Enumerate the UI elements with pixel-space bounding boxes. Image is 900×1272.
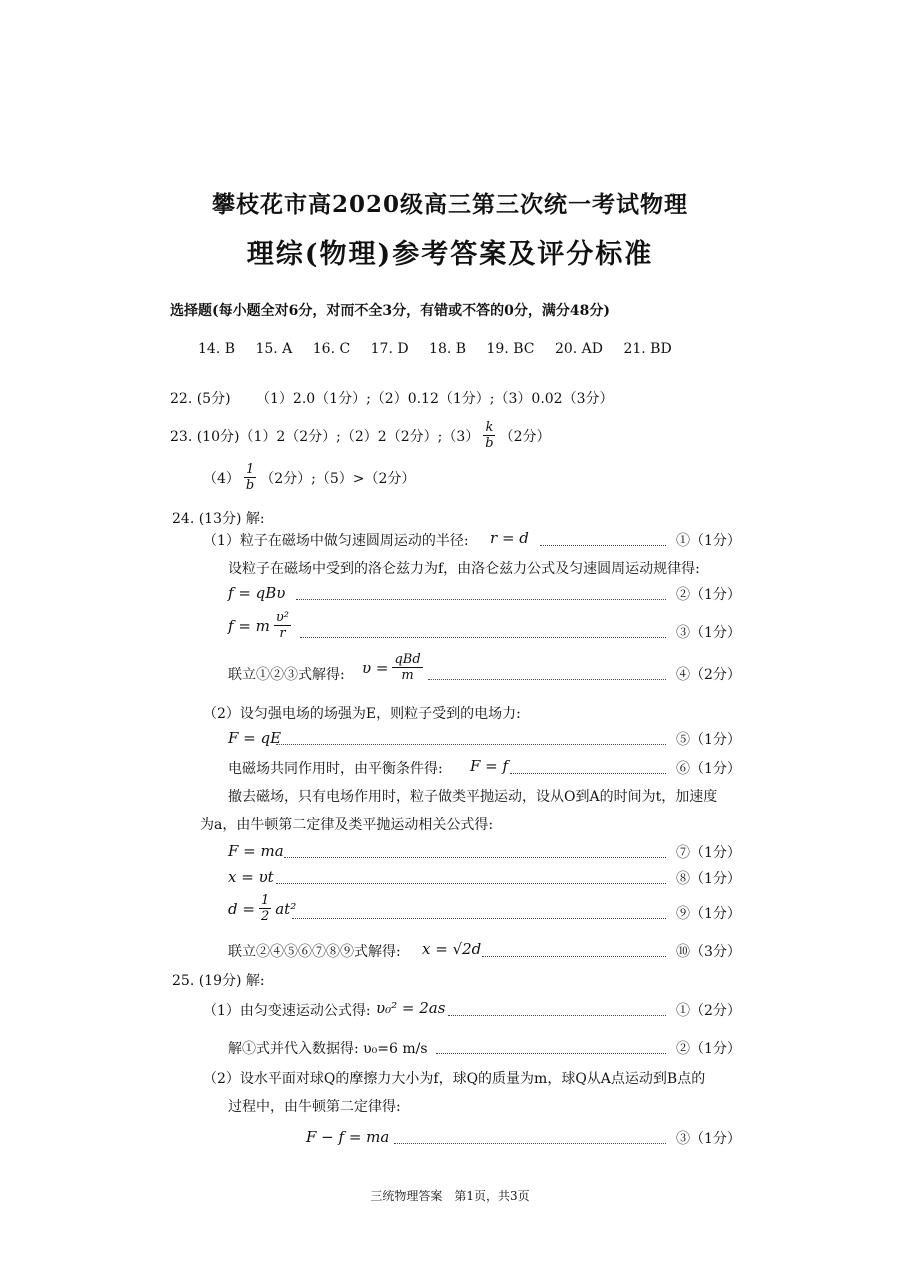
q24-p1: （1）粒子在磁场中做匀速圆周运动的半径: xyxy=(203,533,469,549)
score-mark-5: ⑤（1分） xyxy=(676,732,741,748)
q24-p6a: 撤去磁场，只有电场作用时，粒子做类平抛运动，设从O到A的时间为t，加速度 xyxy=(228,789,718,805)
choice-heading: 选择题(每小题全对6分，对而不全3分，有错或不答的0分，满分48分) xyxy=(170,303,610,319)
frac-den: r xyxy=(279,626,286,641)
eq4-fraction xyxy=(392,652,422,683)
q24-p7: 联立②④⑤⑥⑦⑧⑨式解得: xyxy=(228,944,401,960)
eq4-pre: υ = xyxy=(362,658,389,677)
eq9-post: at² xyxy=(275,899,297,918)
answer-18: 18. B xyxy=(429,341,467,357)
q24-eq6: F = f xyxy=(470,757,509,775)
eq3-fraction xyxy=(274,610,291,641)
leader-dots xyxy=(510,773,666,774)
q24-label: 24. (13分) 解: xyxy=(172,511,265,527)
q23-tail1: （2分） xyxy=(499,428,551,445)
q24-eq7: F = ma xyxy=(228,842,284,860)
q23-tail2: （2分）;（5）>（2分） xyxy=(260,470,416,487)
frac-num: 1 xyxy=(260,893,270,908)
frac-den: m xyxy=(401,668,414,683)
q24-eq10: x = √2d xyxy=(422,940,482,958)
choice-answers xyxy=(198,341,688,357)
q24-p5: 电磁场共同作用时，由平衡条件得: xyxy=(228,761,443,777)
q22-text: （1）2.0（1分）;（2）0.12（1分）;（3）0.02（3分） xyxy=(256,391,614,407)
answer-17: 17. D xyxy=(370,341,409,357)
leader-dots xyxy=(296,599,666,600)
page-subtitle: 理综(物理)参考答案及评分标准 xyxy=(246,239,654,270)
q25-eq3: F − f = ma xyxy=(306,1128,390,1146)
score-mark-9: ⑨（1分） xyxy=(676,906,741,922)
q22-label: 22. (5分) xyxy=(170,391,231,407)
frac-den: b xyxy=(245,478,255,493)
score-mark-4: ④（2分） xyxy=(676,667,741,683)
frac-num: 1 xyxy=(245,462,255,477)
q25-p1: （1）由匀变速运动公式得: xyxy=(203,1003,371,1019)
q23-line2 xyxy=(203,462,415,493)
eq9-pre: d = xyxy=(228,899,255,918)
leader-dots xyxy=(448,1015,666,1016)
score-mark-3: ③（1分） xyxy=(676,625,741,641)
score-mark-n1: ①（2分） xyxy=(676,1003,741,1019)
leader-dots xyxy=(428,679,666,680)
q24-p2: 设粒子在磁场中受到的洛仑兹力为f，由洛仑兹力公式及匀速圆周运动规律得: xyxy=(228,561,700,577)
leader-dots xyxy=(540,545,666,546)
q24-eq1: r = d xyxy=(490,529,529,547)
q24-eq8: x = υt xyxy=(228,868,274,886)
leader-dots xyxy=(292,918,666,919)
q24-eq2: f = qBυ xyxy=(228,584,286,602)
frac-num: k xyxy=(485,420,494,435)
answer-21: 21. BD xyxy=(623,341,672,357)
score-mark-10: ⑩（3分） xyxy=(676,944,741,960)
frac-num: qBd xyxy=(394,652,421,667)
answer-20: 20. AD xyxy=(554,341,604,357)
q24-p6b: 为a，由牛顿第二定律及类平抛运动相关公式得: xyxy=(200,817,494,833)
q24-eq5: F = qE xyxy=(228,729,282,747)
leader-dots xyxy=(436,1053,666,1054)
page-footer: 三统物理答案 第1页，共3页 xyxy=(370,1189,530,1203)
frac-den: b xyxy=(485,436,494,451)
frac-den: 2 xyxy=(260,909,270,924)
score-mark-n3: ③（1分） xyxy=(676,1131,741,1147)
q25-eq1: υ₀² = 2as xyxy=(376,999,446,1017)
score-mark-n2: ②（1分） xyxy=(676,1041,741,1057)
answer-19: 19. BC xyxy=(486,341,535,357)
q24-eq3 xyxy=(228,610,295,641)
q23-line1 xyxy=(170,420,551,451)
score-mark-2: ②（1分） xyxy=(676,587,741,603)
q25-p3b: 过程中，由牛顿第二定律得: xyxy=(228,1099,401,1115)
score-mark-6: ⑥（1分） xyxy=(676,761,741,777)
q24-p4: （2）设匀强电场的场强为E，则粒子受到的电场力: xyxy=(203,706,521,722)
frac-num: υ² xyxy=(275,610,290,625)
leader-dots xyxy=(276,883,666,884)
eq3-pre: f = m xyxy=(228,616,270,635)
eq9-fraction xyxy=(259,893,271,924)
q23-text1: 23. (10分)（1）2（2分）;（2）2（2分）;（3） xyxy=(170,428,480,445)
q23-pre2: （4） xyxy=(203,470,240,487)
leader-dots xyxy=(482,956,666,957)
q25-p2: 解①式并代入数据得: υ₀=6 m/s xyxy=(228,1041,428,1057)
answer-14: 14. B xyxy=(198,341,236,357)
answer-15: 15. A xyxy=(255,341,293,357)
score-mark-8: ⑧（1分） xyxy=(676,871,741,887)
q23-fraction-k-b xyxy=(483,420,495,451)
q25-label: 25. (19分) 解: xyxy=(172,973,265,989)
leader-dots xyxy=(394,1143,666,1144)
q25-p3a: （2）设水平面对球Q的摩擦力大小为f，球Q的质量为m，球Q从A点运动到B点的 xyxy=(203,1071,706,1087)
q23-fraction-1-b xyxy=(244,462,256,493)
q24-p3: 联立①②③式解得: xyxy=(228,667,345,683)
answer-16: 16. C xyxy=(312,341,351,357)
page-title: 攀枝花市高2020级高三第三次统一考试物理 xyxy=(211,191,688,218)
q24-eq4 xyxy=(362,652,427,683)
leader-dots xyxy=(300,637,666,638)
q24-eq9 xyxy=(228,893,296,924)
leader-dots xyxy=(276,744,666,745)
leader-dots xyxy=(284,857,666,858)
score-mark-7: ⑦（1分） xyxy=(676,845,741,861)
score-mark-1: ①（1分） xyxy=(676,533,741,549)
